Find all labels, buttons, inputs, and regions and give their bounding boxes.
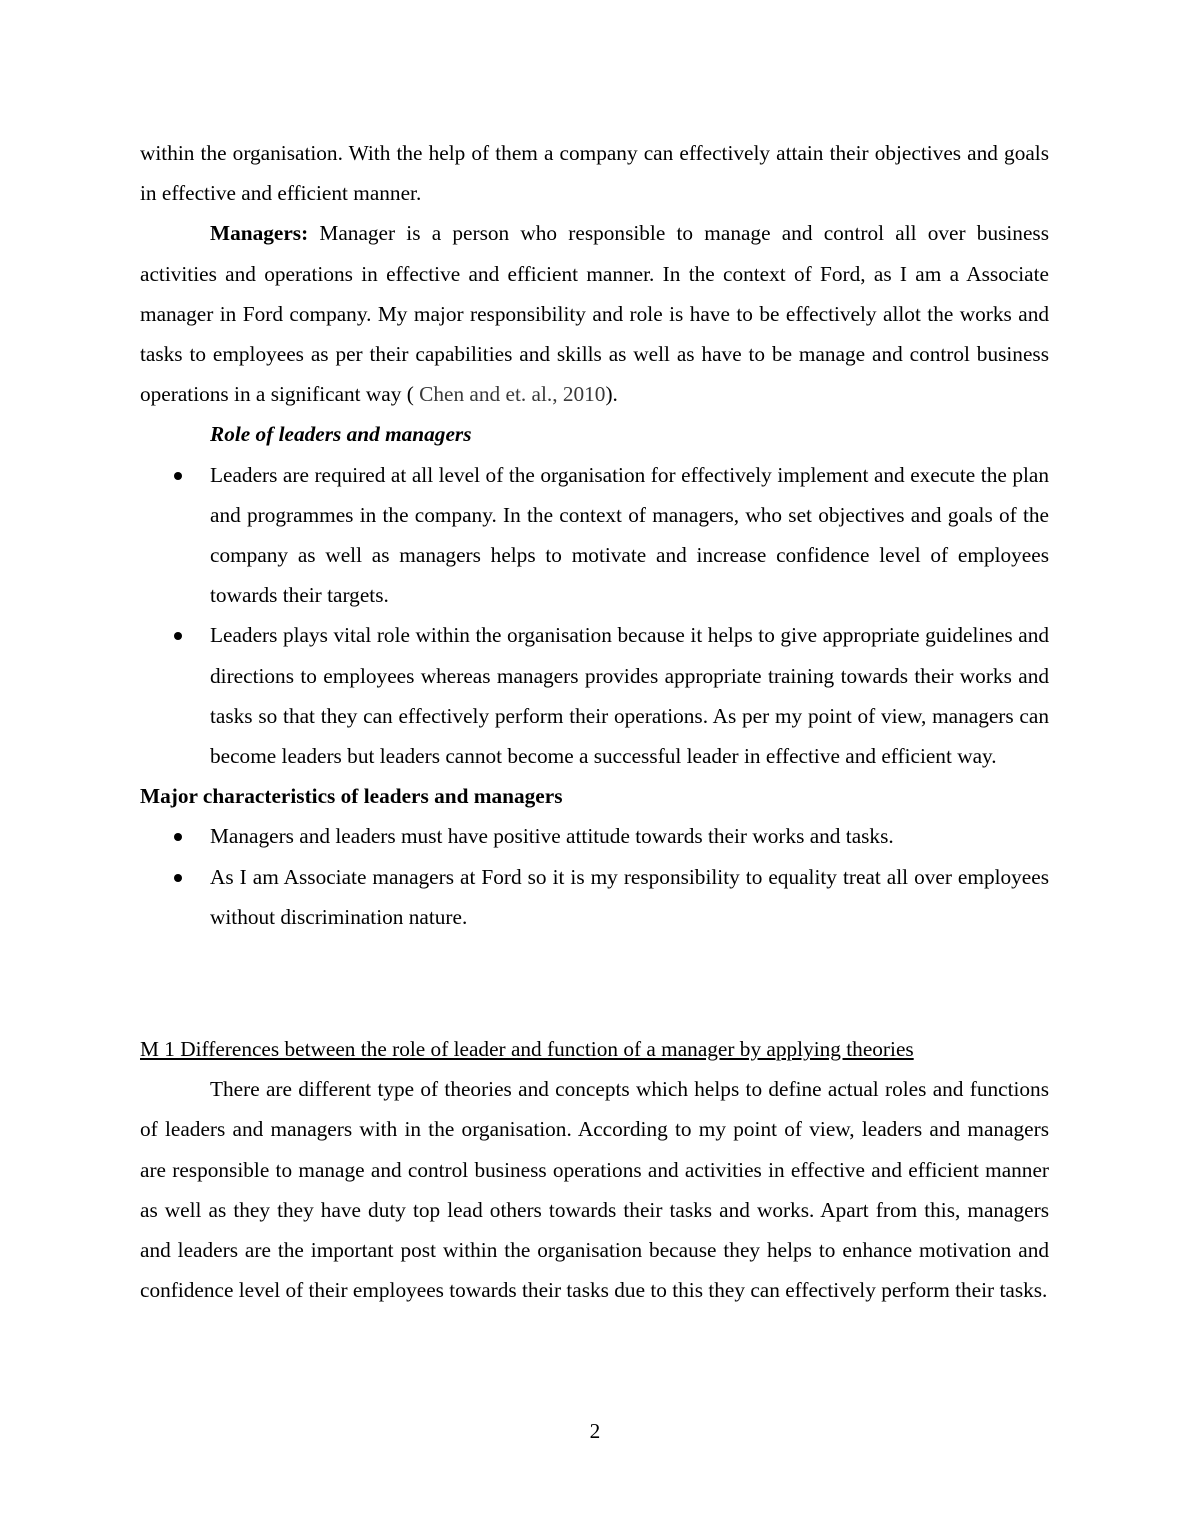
managers-citation: Chen and et. al., 2010 <box>413 382 606 407</box>
list-item <box>140 455 1049 616</box>
list-item-text: As I am Associate managers at Ford so it is my responsibility to equality treat all over employees without discrimination nature. <box>210 864 1049 929</box>
roles-heading: Role of leaders and managers <box>210 422 472 447</box>
page-number: 2 <box>589 1419 601 1443</box>
list-item <box>140 615 1049 776</box>
m1-paragraph: There are different type of theories and concepts which helps to define actual roles and functions of leaders and managers with in the organisation. According to my point of view, leaders and managers are responsible to manage and control business operations and activities in effective and efficient manner as well as they they have duty top lead others towards their tasks and works. Apart from this, managers and leaders are the important post within the organisation because they helps to enhance motivation and confidence level of their employees towards their tasks due to this they can effectively perform their tasks. <box>140 1077 1049 1303</box>
bullet-icon <box>174 874 182 882</box>
bullet-icon <box>174 472 182 480</box>
characteristics-list <box>140 816 1049 937</box>
list-item-text: Leaders are required at all level of the organisation for effectively implement and execute the plan and programmes in the company. In the context of managers, who set objectives and goals of the company as well as managers helps to motivate and increase confidence level of employees towards their targets. <box>210 462 1049 608</box>
characteristics-heading: Major characteristics of leaders and managers <box>140 784 563 809</box>
bullet-icon <box>174 632 182 640</box>
list-item-text: Leaders plays vital role within the organisation because it helps to give appropriate guidelines and directions to employees whereas managers provides appropriate training towards their works and tasks so that they can effectively perform their operations. As per my point of view, managers can become leaders but leaders cannot become a successful leader in effective and efficient way. <box>210 623 1049 769</box>
bullet-icon <box>174 833 182 841</box>
roles-list <box>140 455 1049 777</box>
list-item-text: Managers and leaders must have positive attitude towards their works and tasks. <box>210 824 894 849</box>
list-item <box>140 857 1049 937</box>
managers-paragraph <box>140 213 1049 414</box>
list-item <box>140 816 1049 856</box>
managers-text: Manager is a person who responsible to manage and control all over business activities and operations in effective and efficient manner. In the context of Ford, as I am a Associate manager in Ford company. My major responsibility and role is have to be effectively allot the works and tasks to employees as per their capabilities and skills as well as have to be manage and control business operations in a significant way ( <box>140 221 1049 407</box>
m1-heading: M 1 Differences between the role of leader and function of a manager by applying theories <box>140 1037 914 1062</box>
managers-label: Managers: <box>210 221 309 246</box>
intro-paragraph: within the organisation. With the help of them a company can effectively attain their objectives and goals in effective and efficient manner. <box>140 141 1049 206</box>
managers-closing: ). <box>605 382 618 407</box>
page-content <box>140 133 1049 1310</box>
